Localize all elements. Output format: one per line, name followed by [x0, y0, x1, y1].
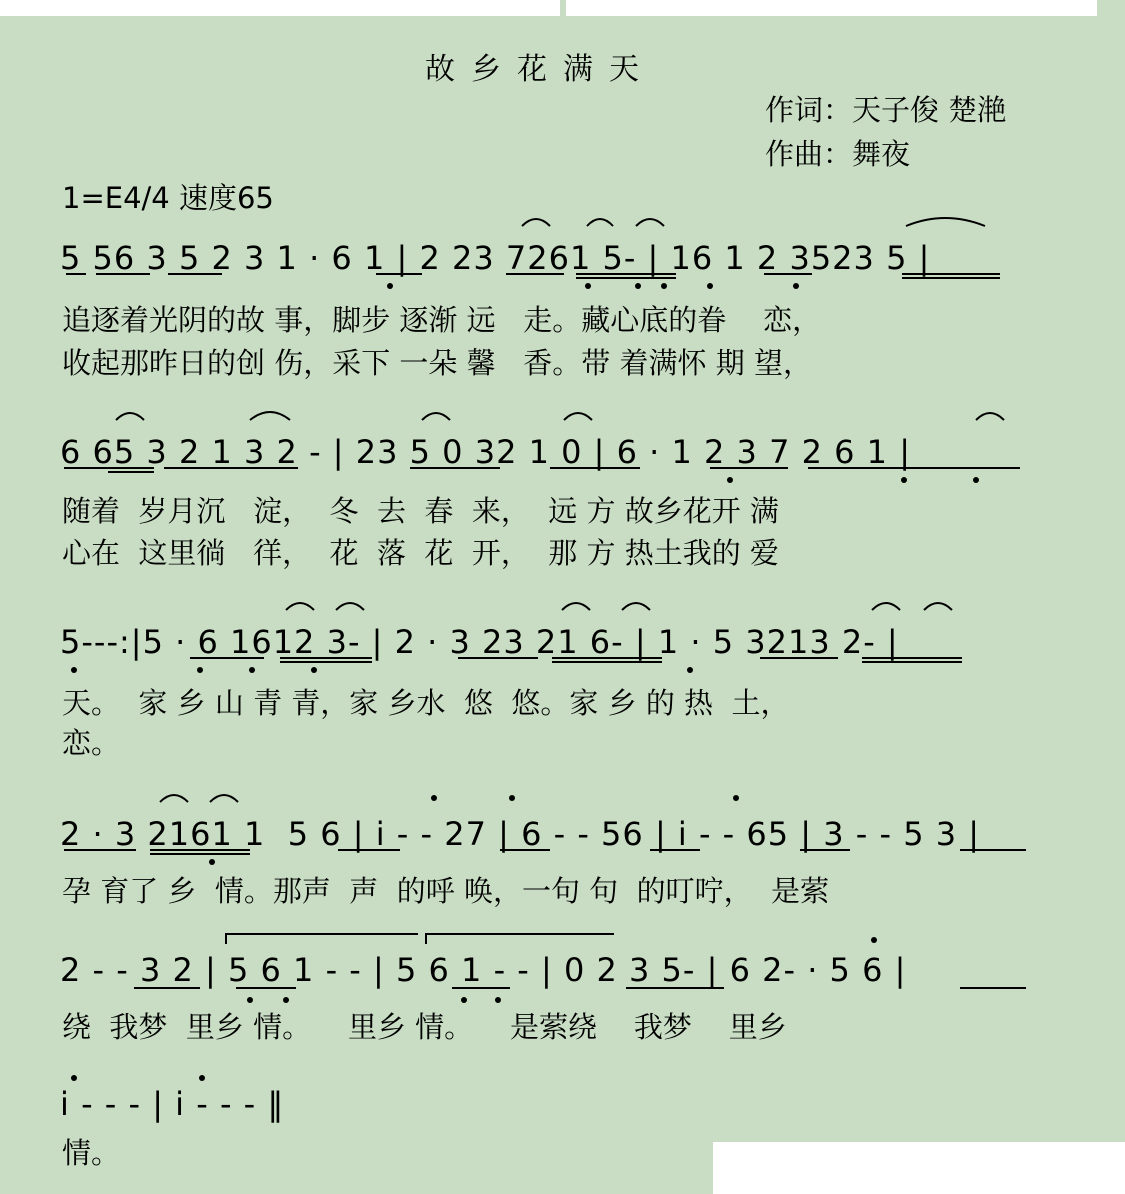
notation-line: 6 65 3 2 1 3 2 - | 23 5 0 32 1 0 | 6 · 1 2 3 7 2 6 1 | — [60, 433, 911, 471]
lyric-line: 追逐着光阴的故 事，脚步 逐渐 远 走。藏心底的眷 恋， — [62, 303, 822, 337]
octave-dot — [311, 667, 317, 673]
slur — [336, 603, 364, 610]
octave-dot — [495, 997, 501, 1003]
lyric-line: 孕 育了 乡 情。那声 声 的呼 唤，一句 句 的叮咛， 是萦 — [62, 874, 830, 908]
notation-line: 2 · 3 2161 1 5 6 | i - - 27 | 6 - - 56 | i - - 65 | 3 - - 5 3 | — [60, 815, 981, 853]
slur — [636, 219, 664, 226]
lyric-line: 情。 — [62, 1136, 121, 1170]
arc-tie — [906, 218, 985, 226]
lyric-line: 绕 我梦 里乡 情。 里乡 情。 是萦绕 我梦 里乡 — [62, 1010, 787, 1044]
octave-dot — [71, 667, 77, 673]
octave-dot — [727, 477, 733, 483]
octave-dot — [209, 859, 215, 865]
notation-line: i - - - | i - - - ‖ — [60, 1085, 285, 1123]
octave-dot — [687, 667, 693, 673]
octave-dot — [871, 937, 877, 943]
octave-dot — [973, 477, 979, 483]
slurs-and-underlines — [60, 790, 1060, 870]
notation-line: 5---:|5 · 6 1612 3- | 2 · 3 23 21 6- | 1 · 5 3213 2- | — [60, 623, 899, 661]
volta-bracket-2 — [426, 934, 614, 944]
slur — [562, 603, 590, 610]
octave-dot — [793, 283, 799, 289]
notation-line: 2 - - 3 2 | 5 6 1 - - | 5 6 1 - - | 0 2 3 5- | 6 2- · 5 6 | — [60, 951, 907, 989]
slur — [976, 413, 1004, 420]
lyric-line: 天。 家 乡 山 青 青，家 乡水 悠 悠。家 乡 的 热 土， — [62, 686, 790, 720]
octave-dot — [901, 477, 907, 483]
slur — [250, 412, 290, 420]
octave-dot — [635, 283, 641, 289]
lyricist-credit: 作词：天子俊 楚滟 — [765, 93, 1007, 127]
octave-dot — [71, 1075, 77, 1081]
octave-dots — [60, 1070, 360, 1090]
octave-dot — [387, 283, 393, 289]
slur — [210, 795, 238, 802]
slur — [872, 603, 900, 610]
lyric-line: 收起那昨日的创 伤，采下 一朵 馨 香。带 着满怀 期 望， — [62, 346, 812, 380]
octave-dot — [661, 283, 667, 289]
slur — [116, 413, 144, 420]
slurs-and-underlines — [60, 214, 1060, 284]
slur — [160, 795, 188, 802]
volta-brackets-and-beams — [60, 920, 1060, 1010]
octave-dot — [461, 997, 467, 1003]
octave-dot — [197, 667, 203, 673]
slurs-and-underlines — [60, 598, 1060, 678]
page-corner-blank — [713, 1142, 1125, 1194]
page-border-gap — [0, 0, 560, 16]
slurs-and-underlines — [60, 408, 1060, 488]
octave-dot — [283, 997, 289, 1003]
octave-dot — [733, 795, 739, 801]
notation-line: 5 56 3 5 2 3 1 · 6 1 | 2 23 7261 5- | 16 1 2 3523 5 | — [60, 239, 931, 277]
page-border-gap — [566, 0, 1097, 16]
slur — [587, 219, 613, 226]
key-and-tempo: 1=E4/4 速度65 — [62, 181, 274, 215]
slur — [522, 219, 550, 226]
song-title: 故乡花满天 — [425, 52, 655, 87]
slur — [924, 603, 952, 610]
octave-dot — [247, 997, 253, 1003]
lyric-line: 心在 这里徜 徉， 花 落 花 开， 那 方 热土我的 爱 — [62, 536, 779, 570]
slur — [564, 413, 592, 420]
octave-dot — [431, 795, 437, 801]
octave-dot — [199, 1075, 205, 1081]
lyric-line: 随着 岁月沉 淀， 冬 去 春 来， 远 方 故乡花开 满 — [62, 494, 779, 528]
octave-dot — [509, 795, 515, 801]
volta-bracket-1 — [226, 934, 418, 944]
octave-dot — [585, 283, 591, 289]
octave-dot — [707, 283, 713, 289]
composer-credit: 作曲：舞夜 — [765, 137, 911, 171]
lyric-line: 恋。 — [62, 726, 121, 760]
slur — [286, 603, 314, 610]
slur — [622, 603, 650, 610]
slur — [422, 413, 450, 420]
octave-dot — [249, 667, 255, 673]
